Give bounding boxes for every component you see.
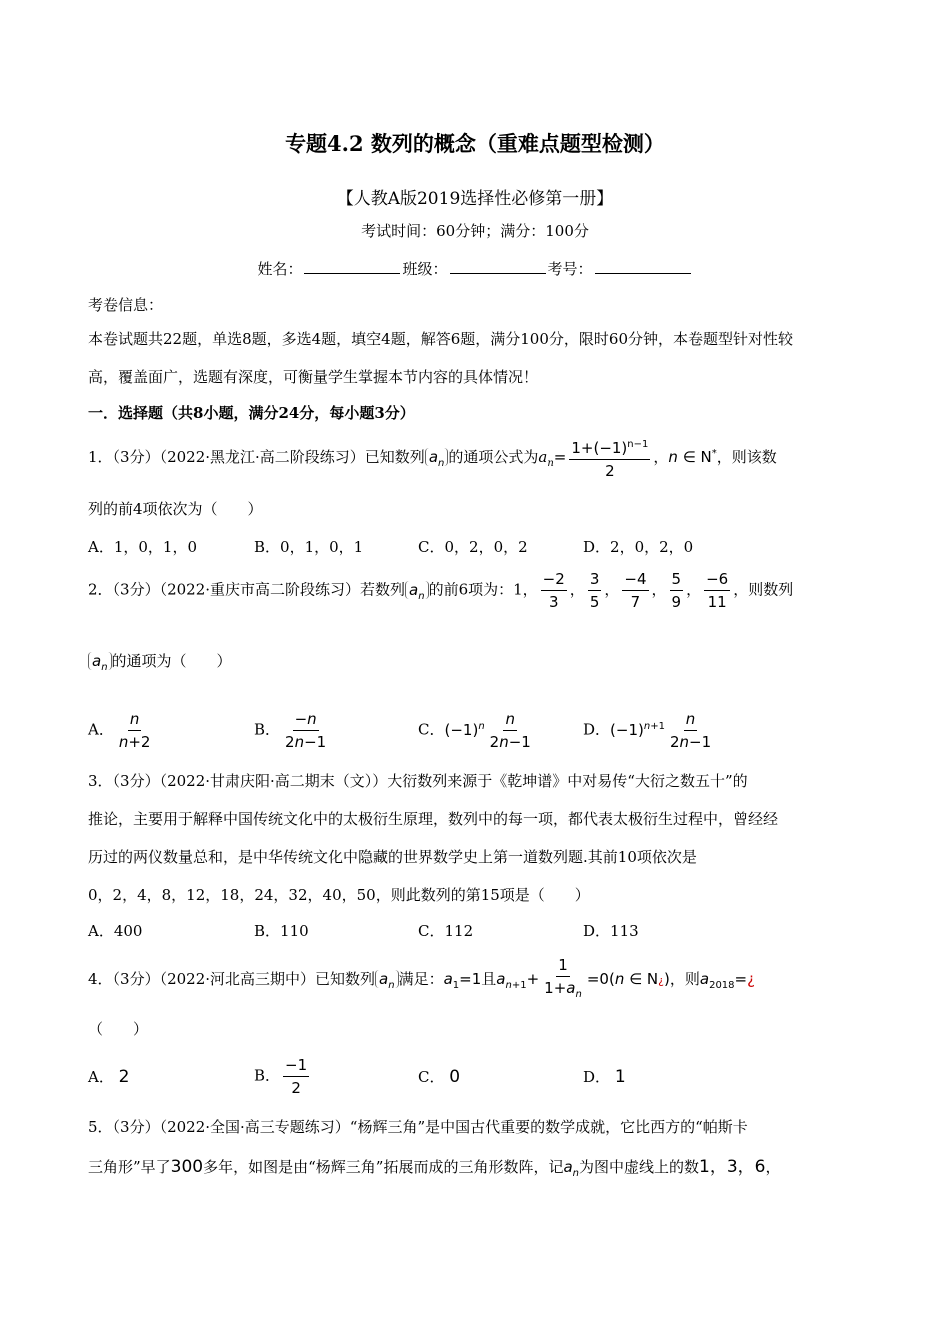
q3-line-3: 历过的两仪数量总和，是中华传统文化中隐藏的世界数学史上第一道数列题.其前10项依次是 xyxy=(88,848,697,866)
q5-line-2b: 多年，如图是由“杨辉三角”拓展而成的三角形数阵，记 xyxy=(203,1158,564,1176)
q2-line-2 xyxy=(88,650,232,673)
q5-years: 300 xyxy=(170,1157,204,1177)
id-label: 考号： xyxy=(547,260,593,278)
q1-fraction: $\frac{1+(-1)^{n-1}}{2}$ xyxy=(569,434,650,482)
q1-line-2: 列的前4项依次为（ ） xyxy=(88,500,263,518)
q3-line-2: 推论，主要用于解释中国传统文化中的太极衍生原理，数列中的每一项，都代表太极衍生过程中，曾经经 xyxy=(88,810,779,828)
q1-option-d[interactable]: D．2，0，2，0 xyxy=(583,538,694,556)
page-title: 专题4.2 数列的概念（重难点题型检测） xyxy=(285,131,665,156)
student-info-row xyxy=(0,258,950,279)
info-heading: 考卷信息： xyxy=(88,296,164,314)
q1-mid: 的通项公式为 xyxy=(448,448,539,466)
q1-prefix: 1．（3分）（2022·黑龙江·高二阶段练习）已知数列 xyxy=(88,448,425,466)
q1-formula: $a_n$ xyxy=(538,448,554,469)
q4-suffix: ，则 xyxy=(669,970,700,988)
q4-option-b[interactable]: B． $\frac{-1}{2}$ xyxy=(254,1056,308,1097)
q3-option-a[interactable]: A．400 xyxy=(88,922,143,940)
q4-label-c: C． xyxy=(418,1068,445,1086)
class-label: 班级： xyxy=(402,260,448,278)
section-1-heading: 一．选择题（共8小题，满分24分，每小题3分） xyxy=(88,404,415,422)
q4-label-d: D． xyxy=(583,1068,611,1086)
q3-line-1: 3．（3分）（2022·甘肃庆阳·高二期末（文））大衍数列来源于《乾坤谱》中对易传“大衍之数五十”的 xyxy=(88,772,748,790)
q2-prefix: 2．（3分）（2022·重庆市高二阶段练习）若数列 xyxy=(88,580,406,599)
q3-line-4: 0，2，4，8，12，18，24，32，40，50，则此数列的第15项是（ ） xyxy=(88,886,590,904)
q4-formula: $a_1=1$且$a_{n+1}+$ xyxy=(443,970,540,991)
q4-sequence-symbol: $a_n$ xyxy=(375,970,399,988)
q3-option-d[interactable]: D．113 xyxy=(583,922,639,940)
class-blank xyxy=(450,259,546,274)
q5-line-2d: ， xyxy=(765,1158,781,1176)
info-line-2: 高，覆盖面广，选题有深度，可衡量学生掌握本节内容的具体情况！ xyxy=(88,368,539,386)
q2-option-c[interactable]: C．$(-1)^n$ $\frac{n}{2n-1}$ xyxy=(418,710,531,751)
q5-line-2: 三角形”早了300多年，如图是由“杨辉三角”拓展而成的三角形数阵，记$a_n$为图中虚线上的数1，3，6， xyxy=(88,1157,781,1179)
name-label: 姓名： xyxy=(257,260,303,278)
q1-sequence-symbol: $a_n$ xyxy=(425,448,449,466)
q4-line-2: （ ） xyxy=(88,1020,149,1038)
q3-option-b[interactable]: B．110 xyxy=(254,922,309,940)
q4-option-d[interactable] xyxy=(583,1066,626,1087)
q2-suffix: ，则数列 xyxy=(733,580,794,599)
q4-value-a: 2 xyxy=(118,1067,130,1087)
q2-mid: 的前6项为：1， xyxy=(428,580,538,599)
id-blank xyxy=(595,259,691,274)
q2-option-d[interactable]: D．$(-1)^{n+1}$ $\frac{n}{2n-1}$ xyxy=(583,710,712,751)
name-blank xyxy=(304,259,400,274)
question-2: 2．（3分）（2022·重庆市高二阶段练习）若数列 $a_n$ 的前6项为：1， $\frac{-2}{3}$ ， $\frac{3}{5}$ ， $\frac{-4}{7}$ ， $\frac{5}{9}$ ， $\frac{-6}{11}$ ，则数列 xyxy=(88,570,794,611)
q4-label-b: B． xyxy=(254,1066,281,1085)
q2-label-d: D． xyxy=(583,720,611,739)
q4-option-a[interactable] xyxy=(88,1066,129,1087)
edition-subtitle: 【人教A版2019选择性必修第一册】 xyxy=(336,189,614,209)
question-4: 4．（3分）（2022·河北高三期中）已知数列 $a_n$ 满足：$a_1=1$且$a_{n+1}+$ $\frac{1}{1+a_n}$ =0(n ∈ N¿)，则$a_{2018}=¿$ xyxy=(88,956,756,1000)
q1-option-c[interactable]: C．0，2，0，2 xyxy=(418,538,528,556)
q2-sequence-symbol: $a_n$ xyxy=(405,581,429,599)
q4-option-c[interactable] xyxy=(418,1066,460,1087)
q2-label-c: C． xyxy=(418,720,445,739)
q2-option-a[interactable]: A． $\frac{n}{n+2}$ xyxy=(88,710,151,751)
q4-value-d: 1 xyxy=(614,1067,626,1087)
q3-option-c[interactable]: C．112 xyxy=(418,922,474,940)
q2-label-b: B． xyxy=(254,720,281,739)
q4-label-a: A． xyxy=(88,1068,114,1086)
q1-suffix: ，则该数 xyxy=(716,448,777,466)
q2-sequence-symbol-2: $a_n$ xyxy=(88,652,112,670)
q2-label-a: A． xyxy=(88,720,114,739)
q1-option-a[interactable]: A．1，0，1，0 xyxy=(88,538,198,556)
question-1: 1．（3分）（2022·黑龙江·高二阶段练习）已知数列 $a_n$ 的通项公式为$a_n=$ $\frac{1+(-1)^{n-1}}{2}$ ，n ∈ N*，则该数 xyxy=(88,434,777,482)
q5-line-2a: 三角形”早了 xyxy=(88,1158,171,1176)
q4-prefix: 4．（3分）（2022·河北高三期中）已知数列 xyxy=(88,970,376,988)
exam-info: 考试时间：60分钟；满分：100分 xyxy=(361,222,589,240)
q4-mid: 满足： xyxy=(398,970,444,988)
q1-option-b[interactable]: B．0，1，0，1 xyxy=(254,538,364,556)
q5-line-1: 5．（3分）（2022·全国·高三专题练习）“杨辉三角”是中国古代重要的数学成就，它比西方的“帕斯卡 xyxy=(88,1118,748,1136)
q5-line-2c: 为图中虚线上的数 xyxy=(579,1158,700,1176)
q2-option-b[interactable]: B． $\frac{-n}{2n-1}$ xyxy=(254,710,327,751)
q5-nums: 1，3，6 xyxy=(699,1157,766,1177)
q2-line-2-text: 的通项为（ ） xyxy=(111,652,232,670)
q4-value-c: 0 xyxy=(449,1067,461,1087)
info-line-1: 本卷试题共22题，单选8题，多选4题，填空4题，解答6题，满分100分，限时60分钟，本卷题型针对性较 xyxy=(88,330,793,348)
